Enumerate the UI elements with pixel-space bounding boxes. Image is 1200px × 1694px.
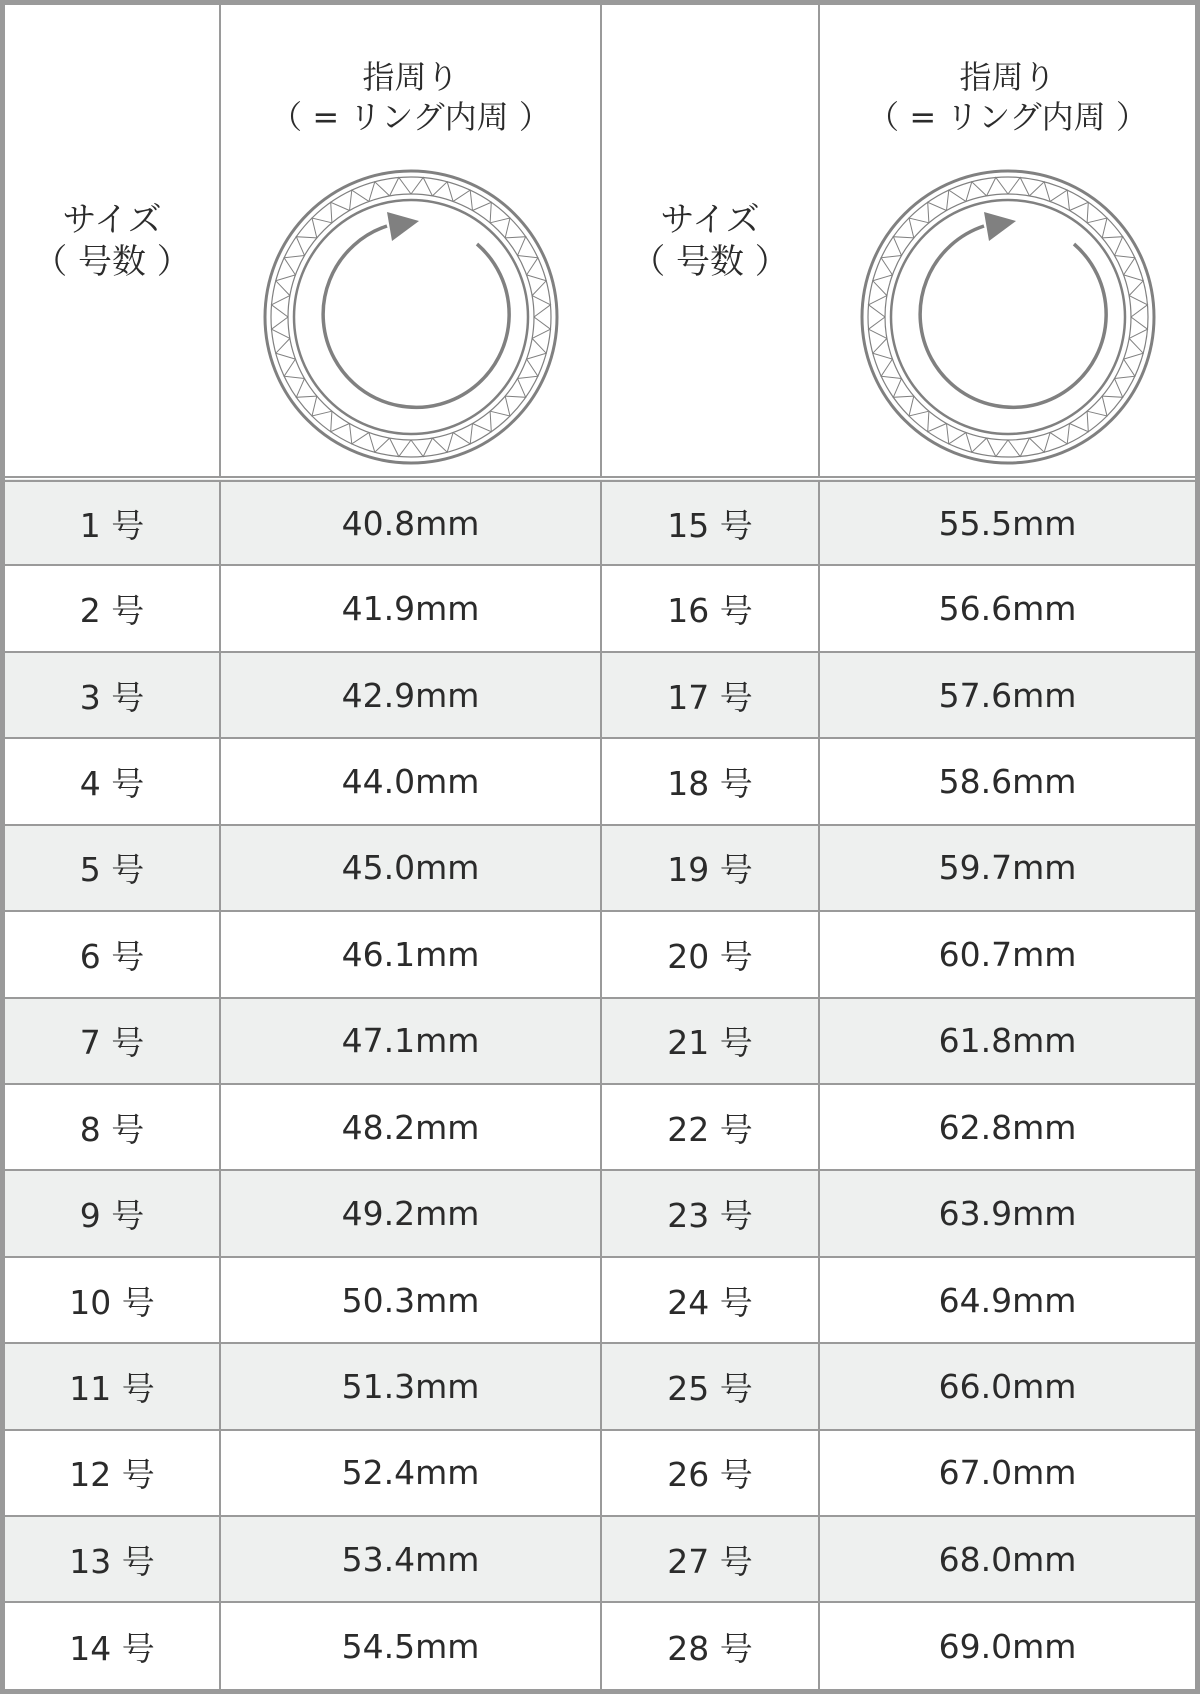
table-row [5,652,1195,738]
size-cell: 9 号 [5,1170,220,1256]
size-cell: 6 号 [5,911,220,997]
circumference-cell: 51.3mm [220,1343,601,1429]
circumference-cell: 61.8mm [819,998,1195,1084]
size-cell: 3 号 [5,652,220,738]
size-cell: 4 号 [5,738,220,824]
circumference-cell: 47.1mm [220,998,601,1084]
circumference-header-line2: （ = リング内周 ） [270,97,551,136]
size-cell: 16 号 [601,565,819,651]
circumference-cell: 48.2mm [220,1084,601,1170]
size-header-line2: （ 号数 ） [631,241,789,282]
size-cell: 8 号 [5,1084,220,1170]
table-row [5,1257,1195,1343]
table-row [5,479,1195,565]
circumference-cell: 44.0mm [220,738,601,824]
circumference-cell: 41.9mm [220,565,601,651]
size-cell: 12 号 [5,1430,220,1516]
size-cell: 7 号 [5,998,220,1084]
size-cell: 10 号 [5,1257,220,1343]
table-row [5,1602,1195,1689]
table-row [5,911,1195,997]
size-table [5,5,1195,1689]
circumference-header [819,5,1195,479]
circumference-cell: 50.3mm [220,1257,601,1343]
circumference-cell: 58.6mm [819,738,1195,824]
circumference-cell: 62.8mm [819,1084,1195,1170]
size-cell: 24 号 [601,1257,819,1343]
circumference-cell: 57.6mm [819,652,1195,738]
circumference-header-line2: （ = リング内周 ） [867,97,1148,136]
circumference-cell: 64.9mm [819,1257,1195,1343]
table-row [5,1170,1195,1256]
circumference-cell: 42.9mm [220,652,601,738]
circumference-cell: 66.0mm [819,1343,1195,1429]
ring-circumference-icon [858,167,1158,467]
circumference-cell: 52.4mm [220,1430,601,1516]
size-cell: 27 号 [601,1516,819,1602]
size-cell: 22 号 [601,1084,819,1170]
circumference-header-line1: 指周り [362,57,459,96]
ring-circumference-icon [261,167,561,467]
circumference-cell: 67.0mm [819,1430,1195,1516]
circumference-cell: 60.7mm [819,911,1195,997]
table-row [5,1343,1195,1429]
circumference-cell: 59.7mm [819,825,1195,911]
table-row [5,998,1195,1084]
circumference-cell: 40.8mm [220,479,601,565]
size-cell: 26 号 [601,1430,819,1516]
size-cell: 17 号 [601,652,819,738]
size-cell: 19 号 [601,825,819,911]
circumference-cell: 69.0mm [819,1602,1195,1689]
size-cell: 28 号 [601,1602,819,1689]
size-cell: 20 号 [601,911,819,997]
size-header [5,5,220,479]
circumference-cell: 63.9mm [819,1170,1195,1256]
circumference-cell: 68.0mm [819,1516,1195,1602]
table-row [5,565,1195,651]
table-row [5,1516,1195,1602]
circumference-header [220,5,601,479]
table-row [5,738,1195,824]
circumference-cell: 46.1mm [220,911,601,997]
size-header-line1: サイズ [660,199,760,240]
size-cell: 11 号 [5,1343,220,1429]
circumference-cell: 53.4mm [220,1516,601,1602]
circumference-cell: 55.5mm [819,479,1195,565]
circumference-cell: 54.5mm [220,1602,601,1689]
size-cell: 18 号 [601,738,819,824]
circumference-cell: 56.6mm [819,565,1195,651]
table-row [5,1084,1195,1170]
size-cell: 15 号 [601,479,819,565]
size-cell: 23 号 [601,1170,819,1256]
size-cell: 25 号 [601,1343,819,1429]
size-cell: 21 号 [601,998,819,1084]
size-header-line2: （ 号数 ） [33,241,191,282]
size-cell: 14 号 [5,1602,220,1689]
circumference-cell: 45.0mm [220,825,601,911]
size-cell: 2 号 [5,565,220,651]
size-cell: 13 号 [5,1516,220,1602]
size-cell: 5 号 [5,825,220,911]
circumference-cell: 49.2mm [220,1170,601,1256]
table-row [5,825,1195,911]
header-row [5,5,1195,479]
size-header [601,5,819,479]
circumference-header-line1: 指周り [959,57,1056,96]
size-cell: 1 号 [5,479,220,565]
size-header-line1: サイズ [62,199,162,240]
table-row [5,1430,1195,1516]
